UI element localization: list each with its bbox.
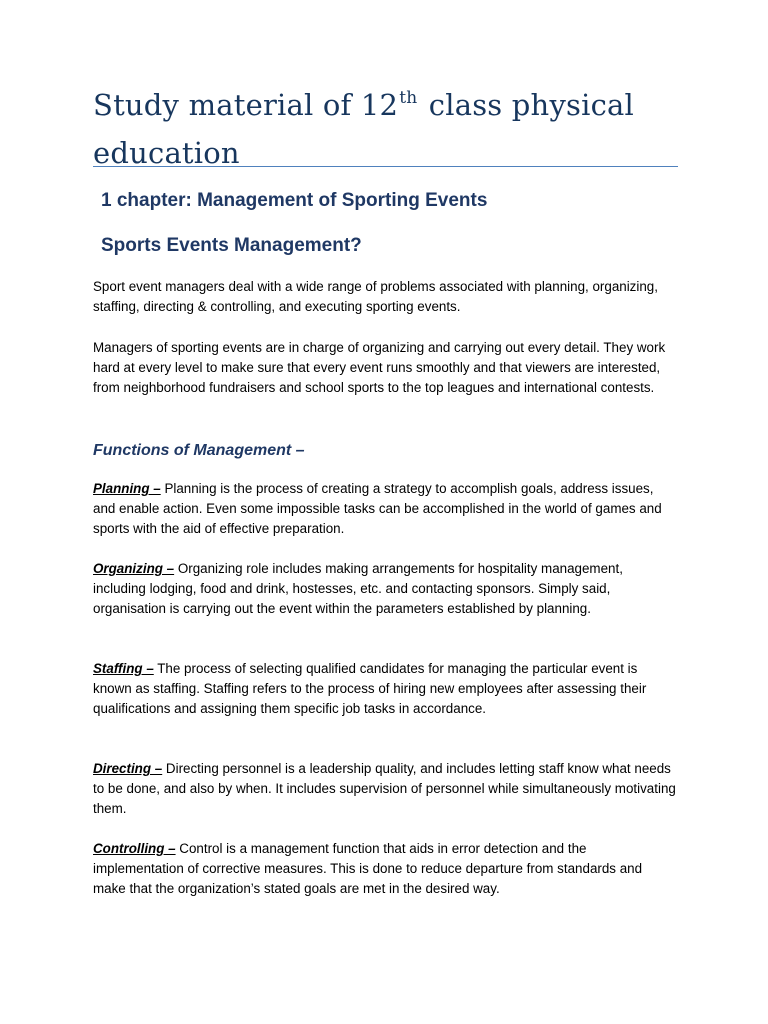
function-planning [93,479,678,539]
function-text-organizing: Organizing role includes making arrangements for hospitality management, including lodging, food and drink, hostesses, etc. and contacting sponsors. Simply said, organisation is carrying out the event within the parameters established by planning. [93,561,623,616]
title-underline-rule [93,166,678,167]
function-text-controlling: Control is a management function that aids in error detection and the implementation of corrective measures. This is done to reduce departure from standards and make that the organization’s stated goals are met in the desired way. [93,841,643,896]
function-term-organizing: Organizing – [93,561,175,576]
chapter-heading: 1 chapter: Management of Sporting Events [101,190,488,211]
function-text-planning: Planning is the process of creating a strategy to accomplish goals, address issues, and enable action. Even some impossible tasks can be accomplished in the world of games and sports with the aid of effective preparation. [93,481,662,536]
function-term-staffing: Staffing – [93,661,154,676]
function-term-directing: Directing – [93,761,163,776]
function-term-controlling: Controlling – [93,841,176,856]
title-superscript: th [399,88,418,108]
title-text-part1: Study material of 12 [93,88,399,122]
function-text-directing: Directing personnel is a leadership quality, and includes letting staff know what needs to be done, and also by when. It includes supervision of personnel while simultaneously motivating them. [93,761,676,816]
function-directing [93,759,678,819]
function-text-staffing: The process of selecting qualified candidates for managing the particular event is known as staffing. Staffing refers to the process of hiring new employees after assessing their qualifications and assigning them specific job tasks in accordance. [93,661,647,716]
intro-paragraph-2: Managers of sporting events are in charge of organizing and carrying out every detail. They work hard at every level to make sure that every event runs smoothly and that viewers are interested, from neighborhood fundraisers and school sports to the top leagues and international contests. [93,340,666,395]
intro-paragraph-1: Sport event managers deal with a wide range of problems associated with planning, organizing, staffing, directing & controlling, and executing sporting events. [93,279,658,314]
section-heading: Sports Events Management? [101,235,362,256]
functions-heading: Functions of Management – [93,442,305,459]
function-organizing [93,559,678,619]
title-text-part2: class physical education [93,88,634,170]
document-title [93,84,683,175]
function-term-planning: Planning – [93,481,161,496]
function-staffing [93,659,678,719]
function-controlling [93,839,678,899]
